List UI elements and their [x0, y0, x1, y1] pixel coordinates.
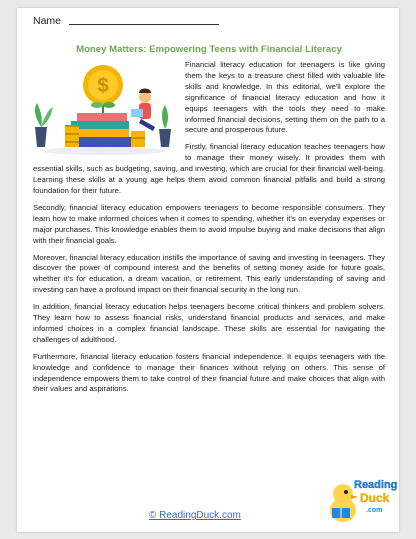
paragraph-3: Secondly, financial literacy education empowers teenagers to become responsible consumers. They learn how to make informed choices when it comes to spending, whether it's on everyday expenses or major purchases. This knowledge enables them to avoid impulse buying and make decisions that align with their financial goals.	[33, 202, 385, 245]
name-label: Name	[33, 15, 62, 27]
worksheet-page	[17, 8, 399, 532]
paragraph-2: Firstly, financial literacy education teaches teenagers how to manage their money wisely. It provides them with essential skills, such as budgeting, saving, and investing, which are crucial for their financial well-being. Learning these skills at a young age helps them avoid common financial pitfalls and build a strong foundation for their future.	[33, 142, 385, 195]
logo-text-com: .com	[366, 507, 383, 514]
page-title: Money Matters: Empowering Teens with Financial Literacy	[76, 44, 342, 55]
name-blank-line[interactable]	[69, 24, 219, 25]
logo-text-reading: Reading	[354, 479, 398, 491]
dollar-coin-icon: $	[97, 75, 109, 97]
article-body	[33, 60, 385, 401]
readingduck-link[interactable]: © ReadingDuck.com	[149, 510, 241, 521]
paragraph-intro: Financial literacy education for teenagers is like giving them the keys to a treasure chest filled with valuable life skills and knowledge. In this editorial, we'll explore the significance of financial literacy education and how it equips teenagers with the tools they need to make informed financial decisions, setting them on the path to a secure and prosperous future.	[185, 60, 385, 135]
reading-duck-logo	[327, 470, 398, 528]
paragraph-6: Furthermore, financial literacy education fosters financial independence. It equips teenagers with the knowledge and confidence to manage their finances without relying on others. This sense of independence empowers them to take control of their financial future and make choices that align with their values and aspirations.	[33, 351, 385, 394]
illustration-space	[33, 60, 185, 162]
name-field	[33, 15, 219, 27]
logo-text-duck: Duck	[360, 491, 390, 505]
paragraph-4: Moreover, financial literacy education instills the importance of saving and investing in teenagers. They discover the power of compound interest and the benefits of setting money aside for future goals, whether it's for education, a dream vacation, or retirement. This early understanding of saving and investing can have a profound impact on their financial security in the long run.	[33, 252, 385, 295]
paragraph-5: In addition, financial literacy education helps teenagers become critical thinkers and problem solvers. They learn how to assess financial risks, understand financial products and services, and make informed choices in a complex financial landscape. These skills are essential for navigating the challenges of adulthood.	[33, 302, 385, 344]
